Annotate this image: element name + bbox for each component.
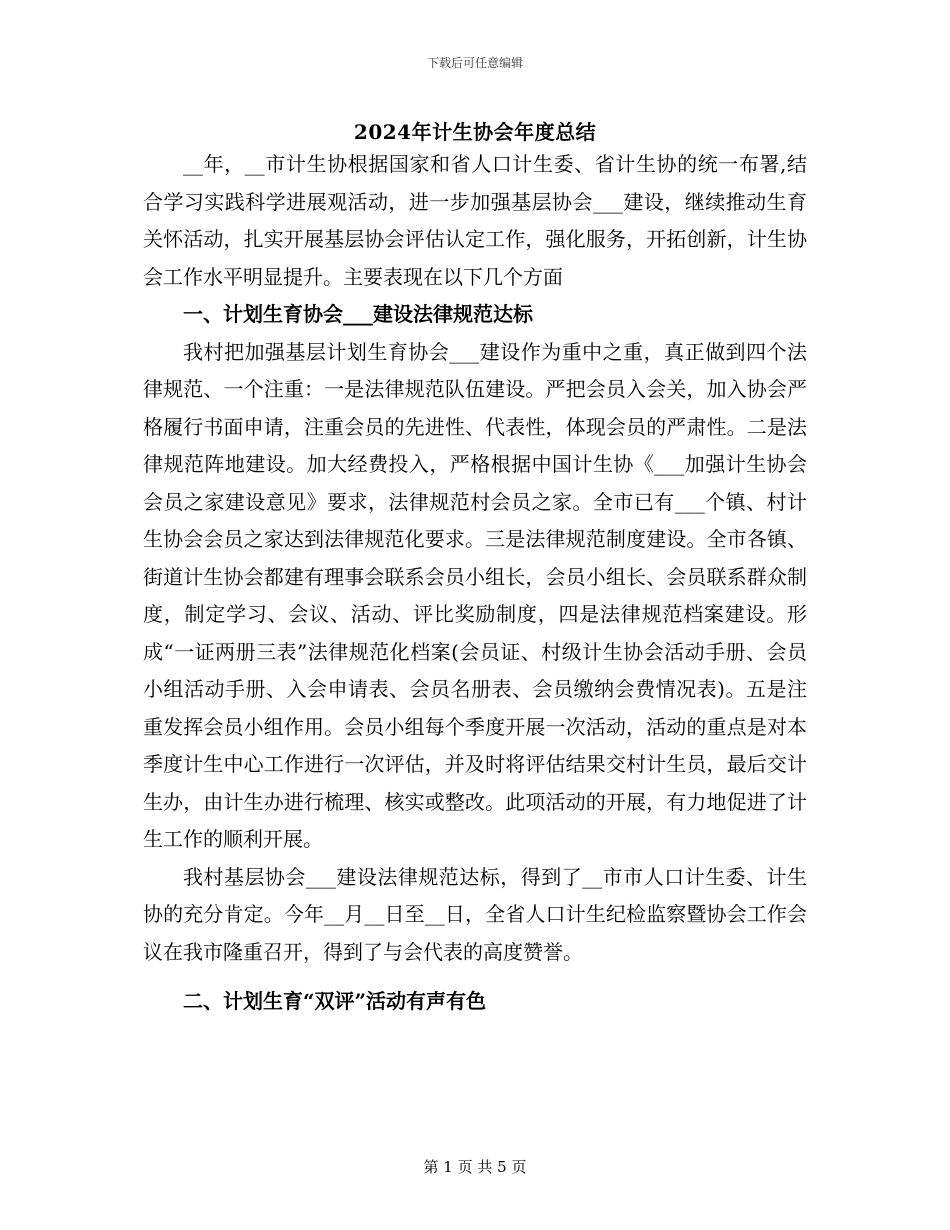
document-title: 2024年计生协会年度总结 bbox=[353, 120, 597, 144]
section-2-heading: 二、计划生育“双评”活动有声有色 bbox=[183, 989, 487, 1013]
section-1-heading: 一、计划生育协会___建设法律规范达标 bbox=[183, 302, 533, 326]
page-header-note: 下载后可任意编辑 bbox=[426, 56, 523, 70]
document-body bbox=[143, 146, 807, 1021]
section-1-paragraph-2: 我村基层协会___建设法律规范达标，得到了__市市人口计生委、计生协的充分肯定。今年__月__日至__日，全省人口计生纪检监察暨协会工作会议在我市隆重召开，得到了与会代表的高度赞誉。 bbox=[143, 864, 807, 964]
intro-paragraph: __年，__市计生协根据国家和省人口计生委、省计生协的统一布署,结合学习实践科学进展观活动，进一步加强基层协会___建设，继续推动生育关怀活动，扎实开展基层协会评估认定工作，强化服务，开拓创新，计生协会工作水平明显提升。主要表现在以下几个方面 bbox=[143, 152, 807, 289]
spacer bbox=[143, 971, 807, 983]
section-1-paragraph-1: 我村把加强基层计划生育协会___建设作为重中之重，真正做到四个法律规范、一个注重：一是法律规范队伍建设。严把会员入会关，加入协会严格履行书面申请，注重会员的先进性、代表性，体现会员的严肃性。二是法律规范阵地建设。加大经费投入，严格根据中国计生协《___加强计生协会会员之家建设意见》要求，法律规范村会员之家。全市已有___个镇、村计生协会会员之家达到法律规范化要求。三是法律规范制度建设。全市各镇、街道计生协会都建有理事会联系会员小组长，会员小组长、会员联系群众制度，制定学习、会议、活动、评比奖励制度，四是法律规范档案建设。形成“一证两册三表”法律规范化档案(会员证、村级计生协会活动手册、会员小组活动手册、入会申请表、会员名册表、会员缴纳会费情况表)。五是注重发挥会员小组作用。会员小组每个季度开展一次活动，活动的重点是对本季度计生中心工作进行一次评估，并及时将评估结果交村计生员，最后交计生办，由计生办进行梳理、核实或整改。此项活动的开展，有力地促进了计生工作的顺利开展。 bbox=[143, 339, 807, 851]
page-number-footer: 第 1 页 共 5 页 bbox=[423, 1158, 527, 1176]
